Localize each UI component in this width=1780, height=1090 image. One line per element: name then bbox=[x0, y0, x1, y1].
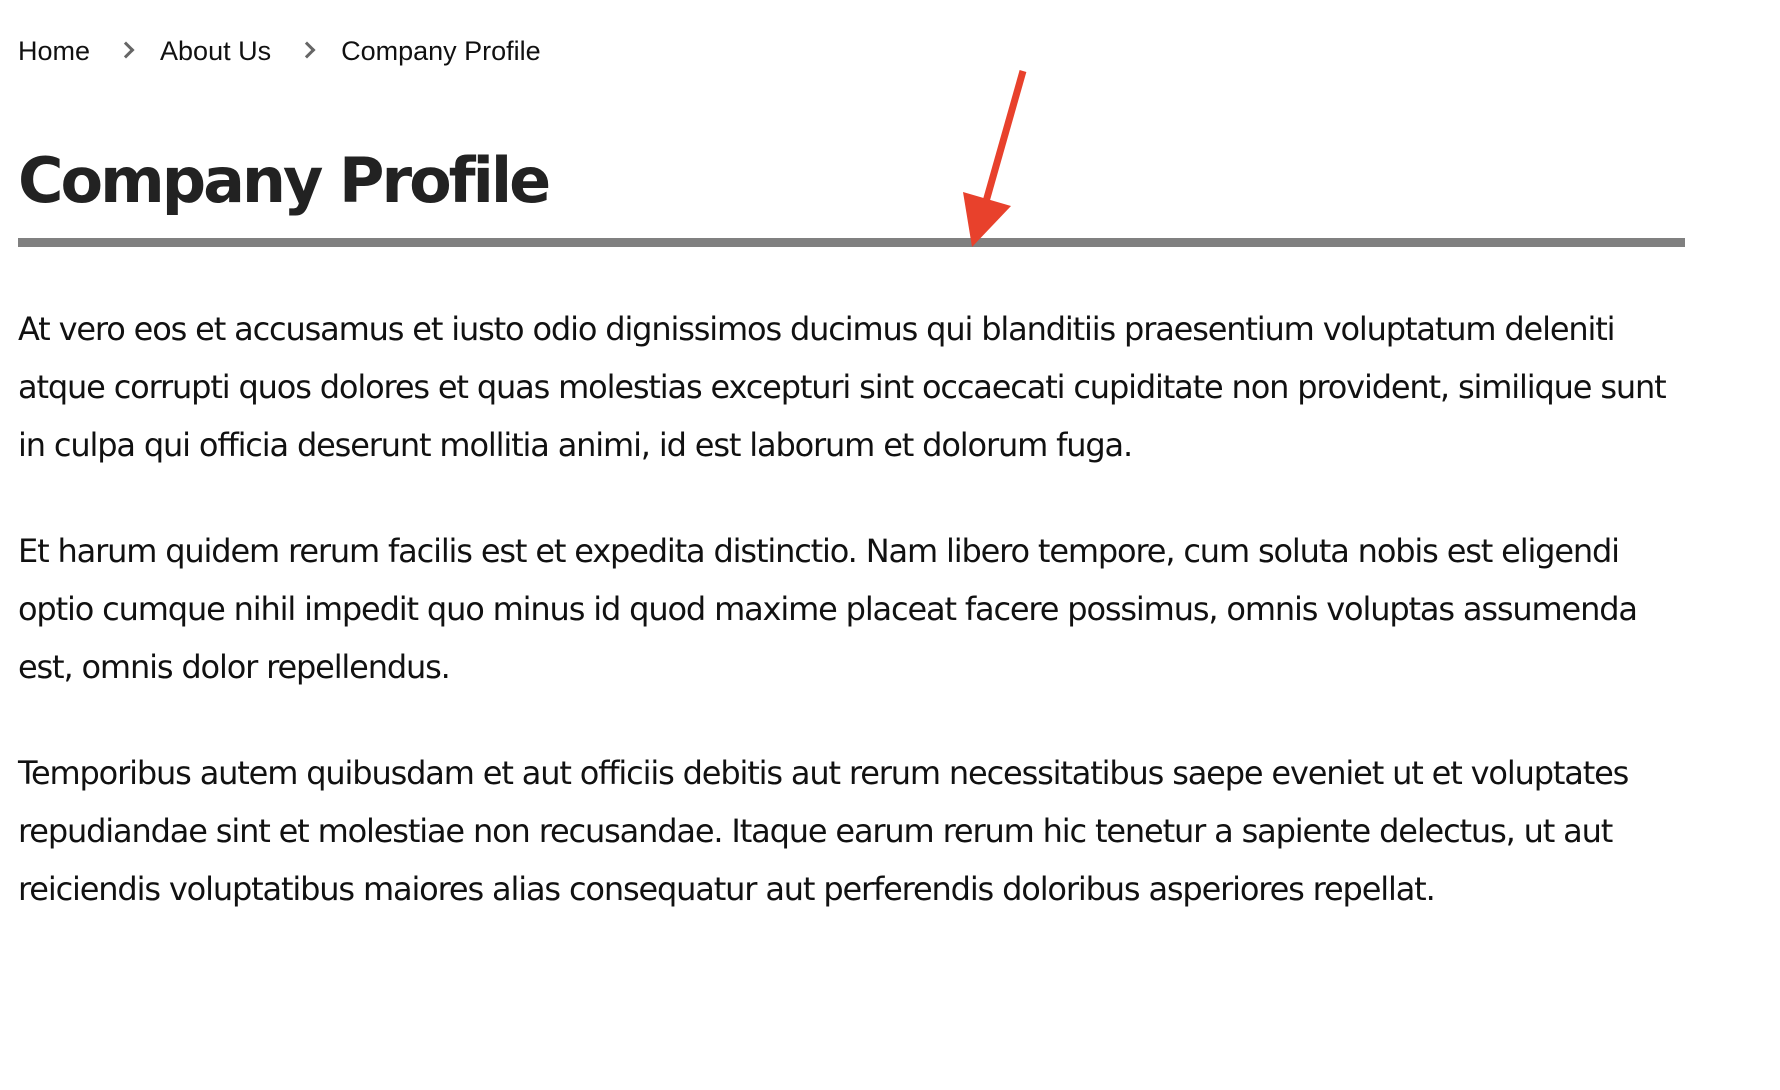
breadcrumb-home-link[interactable]: Home bbox=[18, 36, 91, 66]
chevron-right-icon bbox=[90, 37, 160, 67]
page-title: Company Profile bbox=[18, 144, 549, 217]
title-divider bbox=[18, 238, 1685, 247]
breadcrumb bbox=[18, 36, 541, 67]
paragraph: Et harum quidem rerum facilis est et expedita distinctio. Nam libero tempore, cum soluta nobis est eligendi optio cumque nihil impedit quo minus id quod maxime placeat facere possimus, omnis voluptas assumenda est, omnis dolor repellendus. bbox=[18, 532, 1637, 686]
breadcrumb-about-us-link[interactable]: About Us bbox=[160, 36, 272, 66]
content-body bbox=[18, 300, 1688, 966]
paragraph: Temporibus autem quibusdam et aut officiis debitis aut rerum necessitatibus saepe eveniet ut et voluptates repudiandae sint et molestiae non recusandae. Itaque earum rerum hic tenetur a sapiente delectus, ut aut reiciendis voluptatibus maiores alias consequatur aut perferendis doloribus asperiores repellat. bbox=[18, 754, 1629, 908]
paragraph: At vero eos et accusamus et iusto odio dignissimos ducimus qui blanditiis praesentium voluptatum deleniti atque corrupti quos dolores et quas molestias excepturi sint occaecati cupiditate non provident, similique sunt in culpa qui officia deserunt mollitia animi, id est laborum et dolorum fuga. bbox=[18, 310, 1666, 464]
chevron-right-icon bbox=[271, 37, 341, 67]
breadcrumb-current-page: Company Profile bbox=[341, 36, 541, 66]
